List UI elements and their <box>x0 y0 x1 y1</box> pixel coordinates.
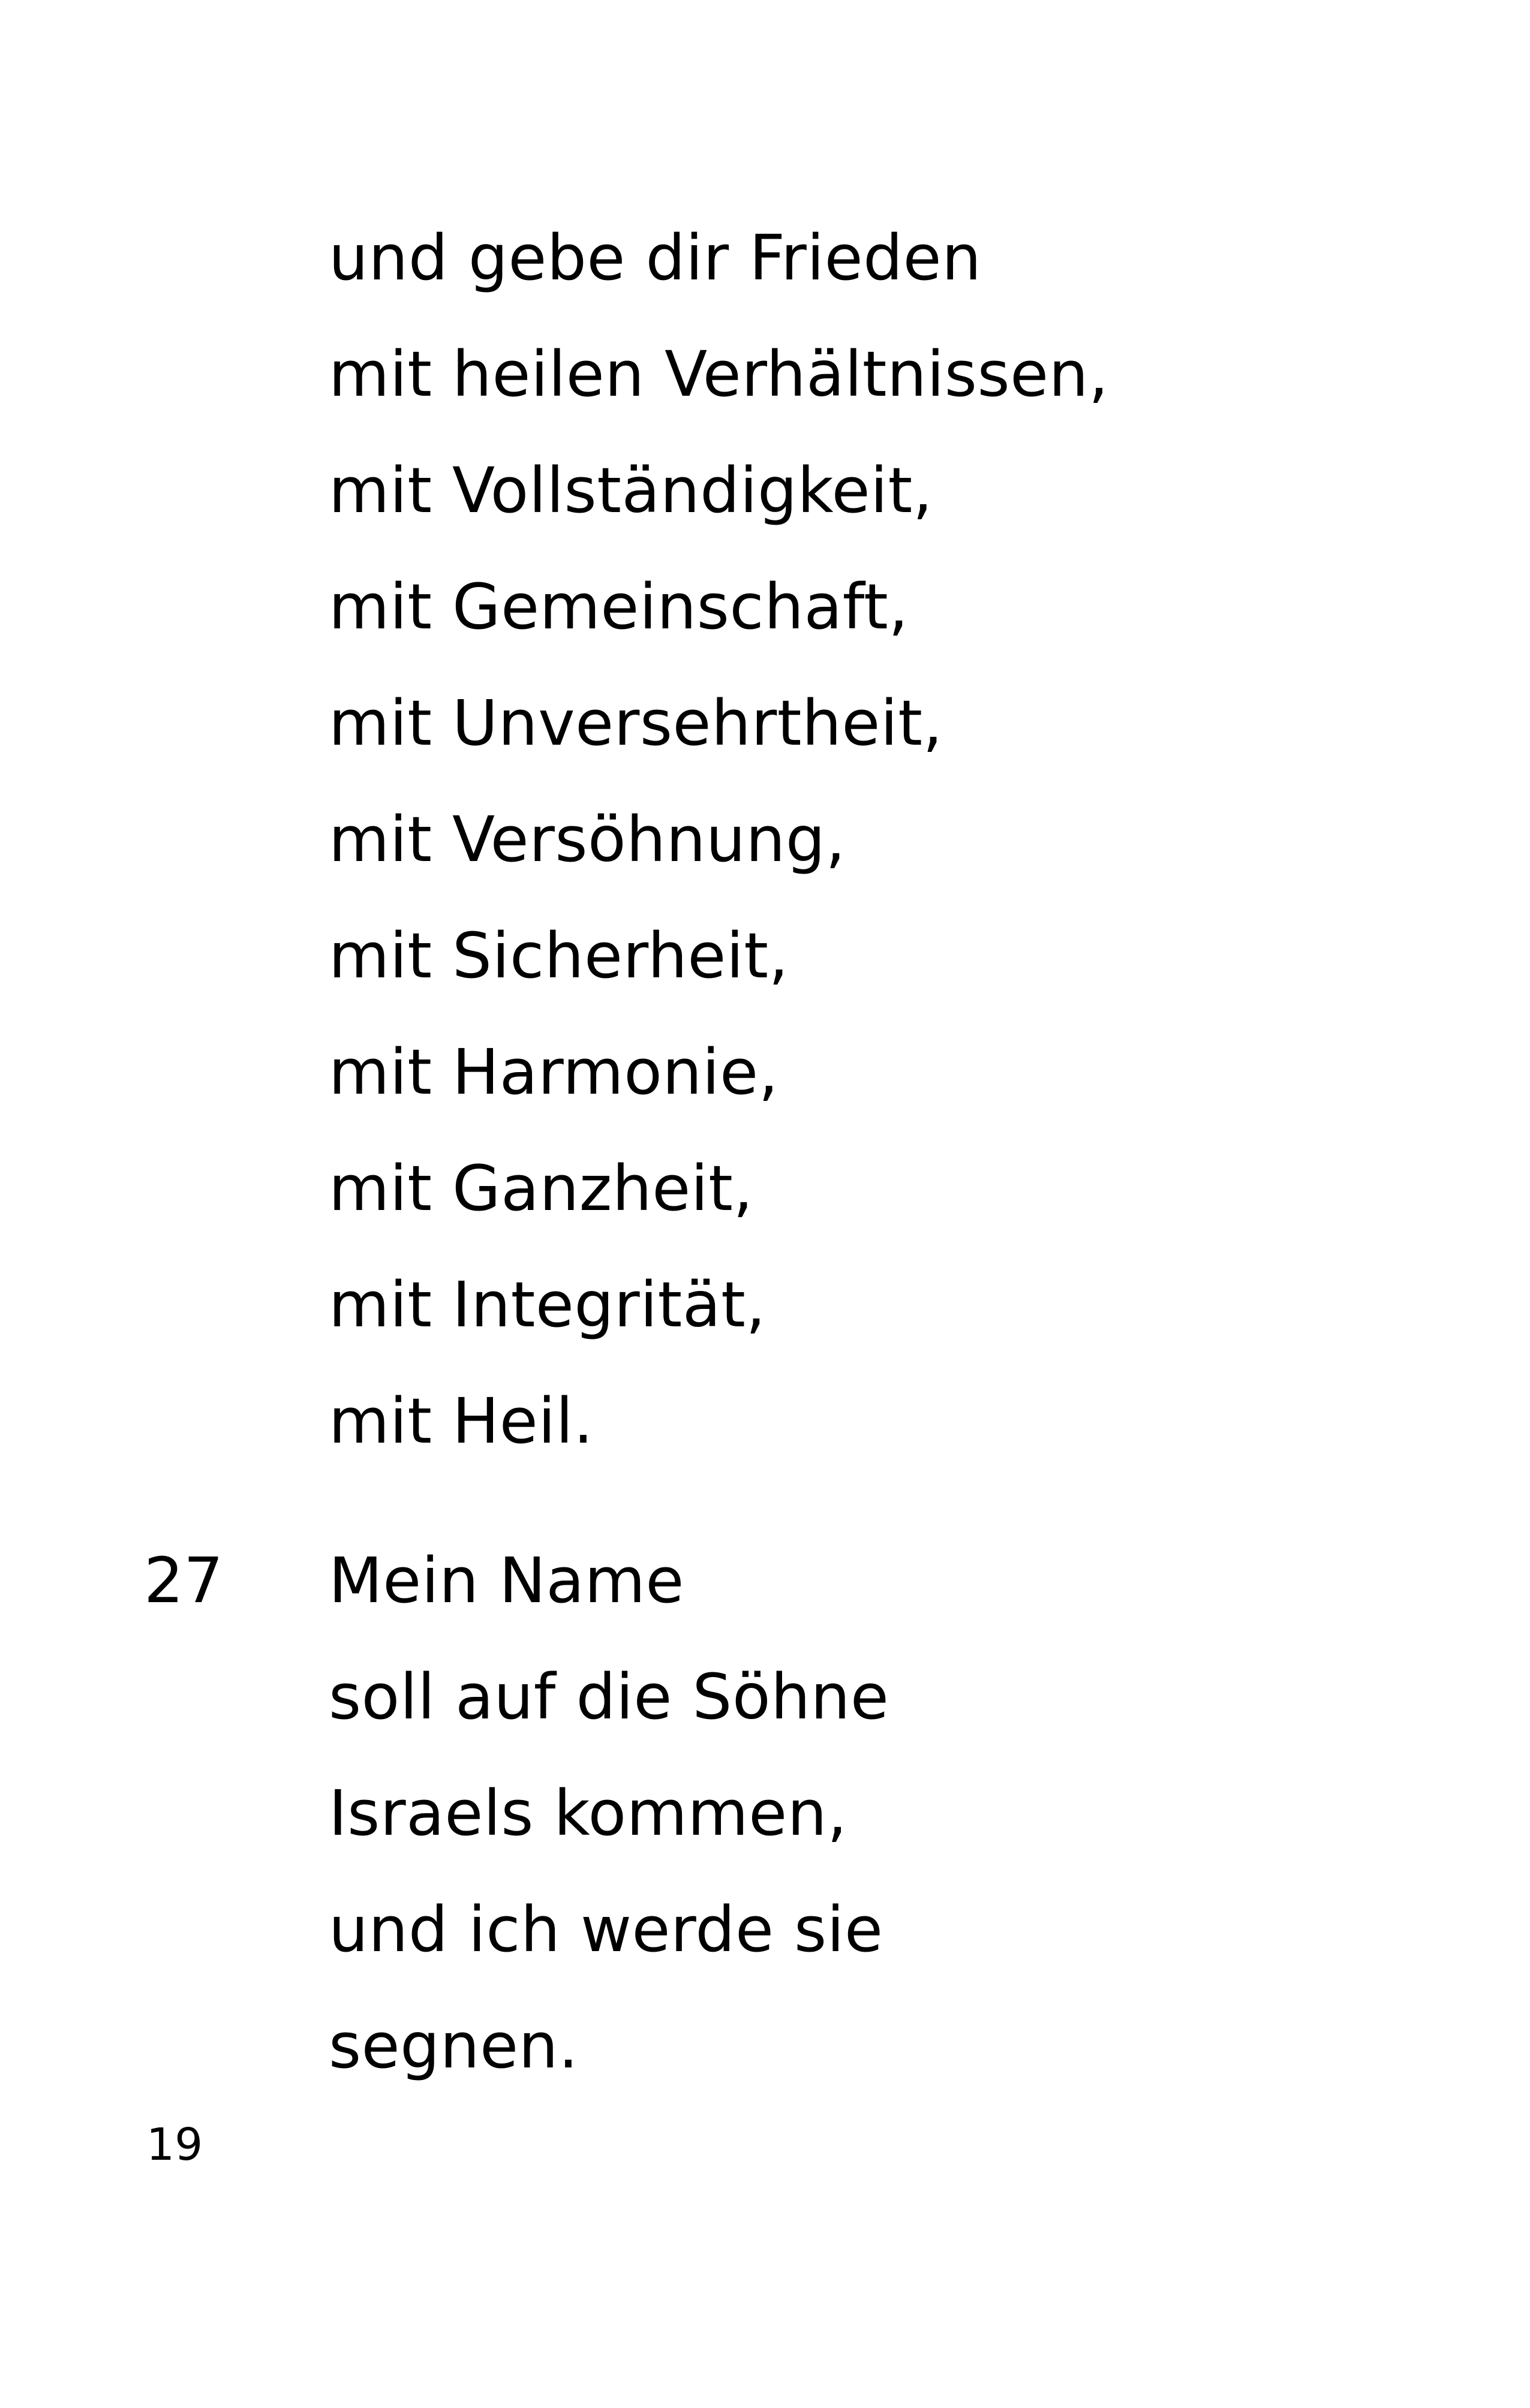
text-line: mit Ganzheit, <box>329 1152 753 1225</box>
text-line: soll auf die Söhne <box>329 1660 889 1733</box>
text-line: mit Harmonie, <box>329 1036 779 1109</box>
text-line: und ich werde sie <box>329 1893 883 1966</box>
text-line: mit Integrität, <box>329 1268 766 1341</box>
text-line: mit Heil. <box>329 1384 594 1458</box>
page-number: 19 <box>146 2119 203 2171</box>
text-line: mit Vollständigkeit, <box>329 454 933 527</box>
text-line: mit Gemeinschaft, <box>329 570 909 643</box>
text-line: Mein Name <box>329 1544 684 1617</box>
text-line: und gebe dir Frieden <box>329 221 982 294</box>
text-line: mit Sicherheit, <box>329 919 789 992</box>
verse-number: 27 <box>144 1544 224 1617</box>
text-line: segnen. <box>329 2009 579 2082</box>
text-line: mit Versöhnung, <box>329 803 846 876</box>
text-line: mit Unversehrtheit, <box>329 687 943 760</box>
text-line: Israels kommen, <box>329 1777 847 1850</box>
text-line: mit heilen Verhältnissen, <box>329 338 1109 411</box>
